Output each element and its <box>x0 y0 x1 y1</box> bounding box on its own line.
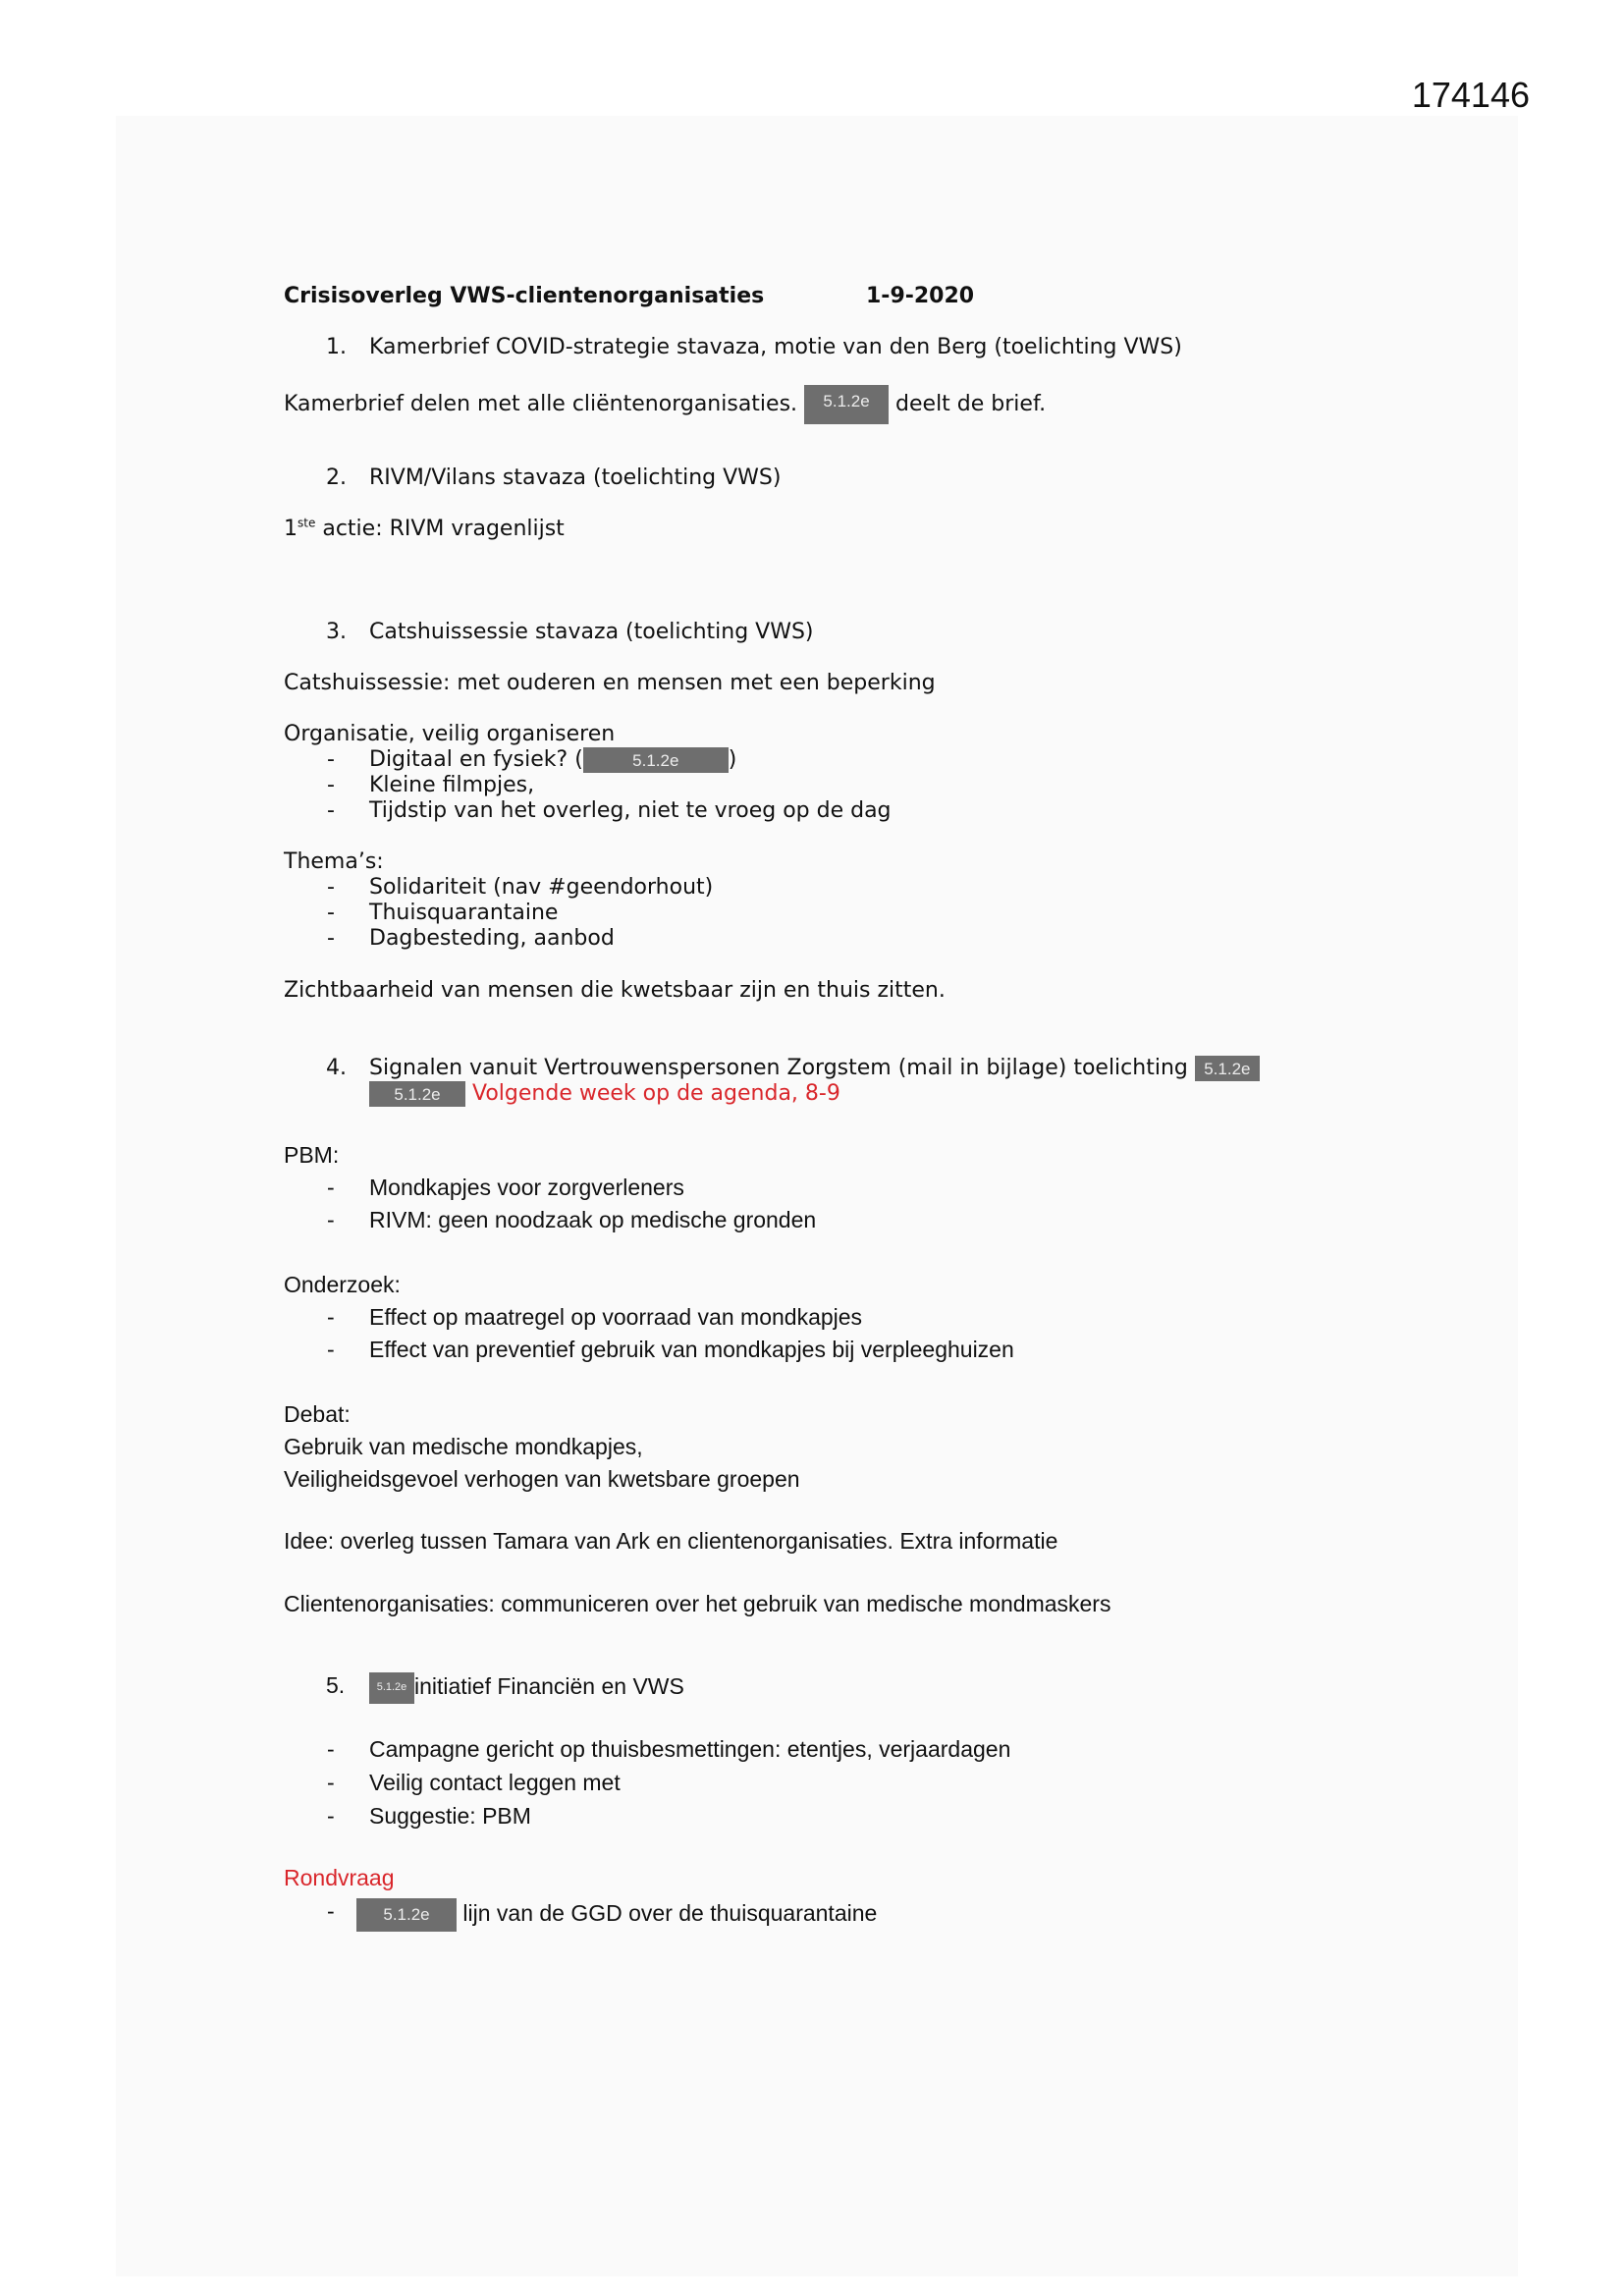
list-item-text: Digitaal en fysiek? ( 5.1.2e ) <box>369 747 737 772</box>
paragraph-text: Veiligheidsgevoel verhogen van kwetsbare groepen <box>284 1466 800 1492</box>
subheading: Organisatie, veilig organiseren <box>284 722 616 746</box>
paragraph-text: deelt de brief. <box>895 392 1047 416</box>
redaction-box: 5.1.2e <box>1195 1056 1260 1081</box>
document-number: 174146 <box>1411 75 1530 115</box>
dash-bullet: - <box>327 1175 335 1200</box>
list-item-text: Campagne gericht op thuisbesmettingen: etentjes, verjaardagen <box>369 1736 1011 1762</box>
subheading: Debat: <box>284 1401 351 1427</box>
section-title: Signalen vanuit Vertrouwenspersonen Zorgstem (mail in bijlage) toelichting 5.1.2e <box>369 1056 1260 1081</box>
paragraph-text: Idee: overleg tussen Tamara van Ark en clientenorganisaties. Extra informatie <box>284 1528 1058 1554</box>
paragraph-text: Kamerbrief delen met alle cliëntenorganisaties. <box>284 392 798 416</box>
section-4-continuation <box>369 1081 840 1107</box>
paragraph-text: Gebruik van medische mondkapjes, <box>284 1434 643 1459</box>
dash-bullet: - <box>327 1770 335 1795</box>
section-1-text <box>284 385 1046 424</box>
section-number: 4. <box>326 1056 347 1080</box>
dash-bullet: - <box>327 1736 335 1762</box>
section-2-action <box>284 517 565 542</box>
list-item-text: Veilig contact leggen met <box>369 1770 621 1795</box>
redaction-box: 5.1.2e <box>369 1672 414 1704</box>
dash-bullet: - <box>327 1898 335 1924</box>
section-title: Kamerbrief COVID-strategie stavaza, motie van den Berg (toelichting VWS) <box>369 335 1182 359</box>
section-title: RIVM/Vilans stavaza (toelichting VWS) <box>369 465 782 490</box>
dash-bullet: - <box>327 747 335 772</box>
list-item-text: Suggestie: PBM <box>369 1803 531 1829</box>
list-item-text: 5.1.2e lijn van de GGD over de thuisquarantaine <box>356 1898 877 1932</box>
paragraph-text: Clientenorganisaties: communiceren over het gebruik van medische mondmaskers <box>284 1591 1111 1616</box>
action-ordinal: 1 <box>284 517 298 541</box>
dash-bullet: - <box>327 1337 335 1362</box>
redaction-box: 5.1.2e <box>583 747 729 773</box>
list-item-text: Dagbesteding, aanbod <box>369 926 615 951</box>
dash-bullet: - <box>327 926 335 951</box>
list-item-text: Thuisquarantaine <box>369 901 559 925</box>
subheading: Thema’s: <box>284 849 384 874</box>
section-number: 3. <box>326 620 347 644</box>
subheading: Onderzoek: <box>284 1272 401 1297</box>
dash-bullet: - <box>327 1304 335 1330</box>
redaction-box: 5.1.2e <box>369 1081 465 1107</box>
redaction-box: 5.1.2e <box>356 1898 457 1932</box>
agenda-note: Volgende week op de agenda, 8-9 <box>472 1081 840 1106</box>
dash-bullet: - <box>327 798 335 823</box>
redaction-box: 5.1.2e <box>804 385 889 424</box>
meeting-title: Crisisoverleg VWS-clientenorganisaties <box>284 284 765 308</box>
paragraph-text: Catshuissessie: met ouderen en mensen met een beperking <box>284 671 936 695</box>
dash-bullet: - <box>327 875 335 900</box>
subheading: PBM: <box>284 1142 340 1168</box>
list-item-text: Effect van preventief gebruik van mondkapjes bij verpleeghuizen <box>369 1337 1014 1362</box>
list-item-text: Solidariteit (nav #geendorhout) <box>369 875 714 900</box>
list-item-text: RIVM: geen noodzaak op medische gronden <box>369 1207 817 1232</box>
list-item-text: Mondkapjes voor zorgverleners <box>369 1175 684 1200</box>
section-number: 2. <box>326 465 347 490</box>
section-number: 1. <box>326 335 347 359</box>
list-item-text: Kleine filmpjes, <box>369 773 535 797</box>
section-number: 5. <box>326 1672 346 1698</box>
dash-bullet: - <box>327 1207 335 1232</box>
dash-bullet: - <box>327 901 335 925</box>
meeting-date: 1-9-2020 <box>866 284 975 308</box>
section-title: Catshuissessie stavaza (toelichting VWS) <box>369 620 814 644</box>
rondvraag-heading: Rondvraag <box>284 1865 395 1890</box>
dash-bullet: - <box>327 1803 335 1829</box>
list-item-text: Tijdstip van het overleg, niet te vroeg op de dag <box>369 798 892 823</box>
list-item-text: Effect op maatregel op voorraad van mondkapjes <box>369 1304 863 1330</box>
section-title: 5.1.2e initiatief Financiën en VWS <box>369 1672 684 1704</box>
ordinal-suffix: ste <box>298 516 316 530</box>
paragraph-text: Zichtbaarheid van mensen die kwetsbaar zijn en thuis zitten. <box>284 978 946 1003</box>
dash-bullet: - <box>327 773 335 797</box>
action-text: actie: RIVM vragenlijst <box>315 517 565 541</box>
